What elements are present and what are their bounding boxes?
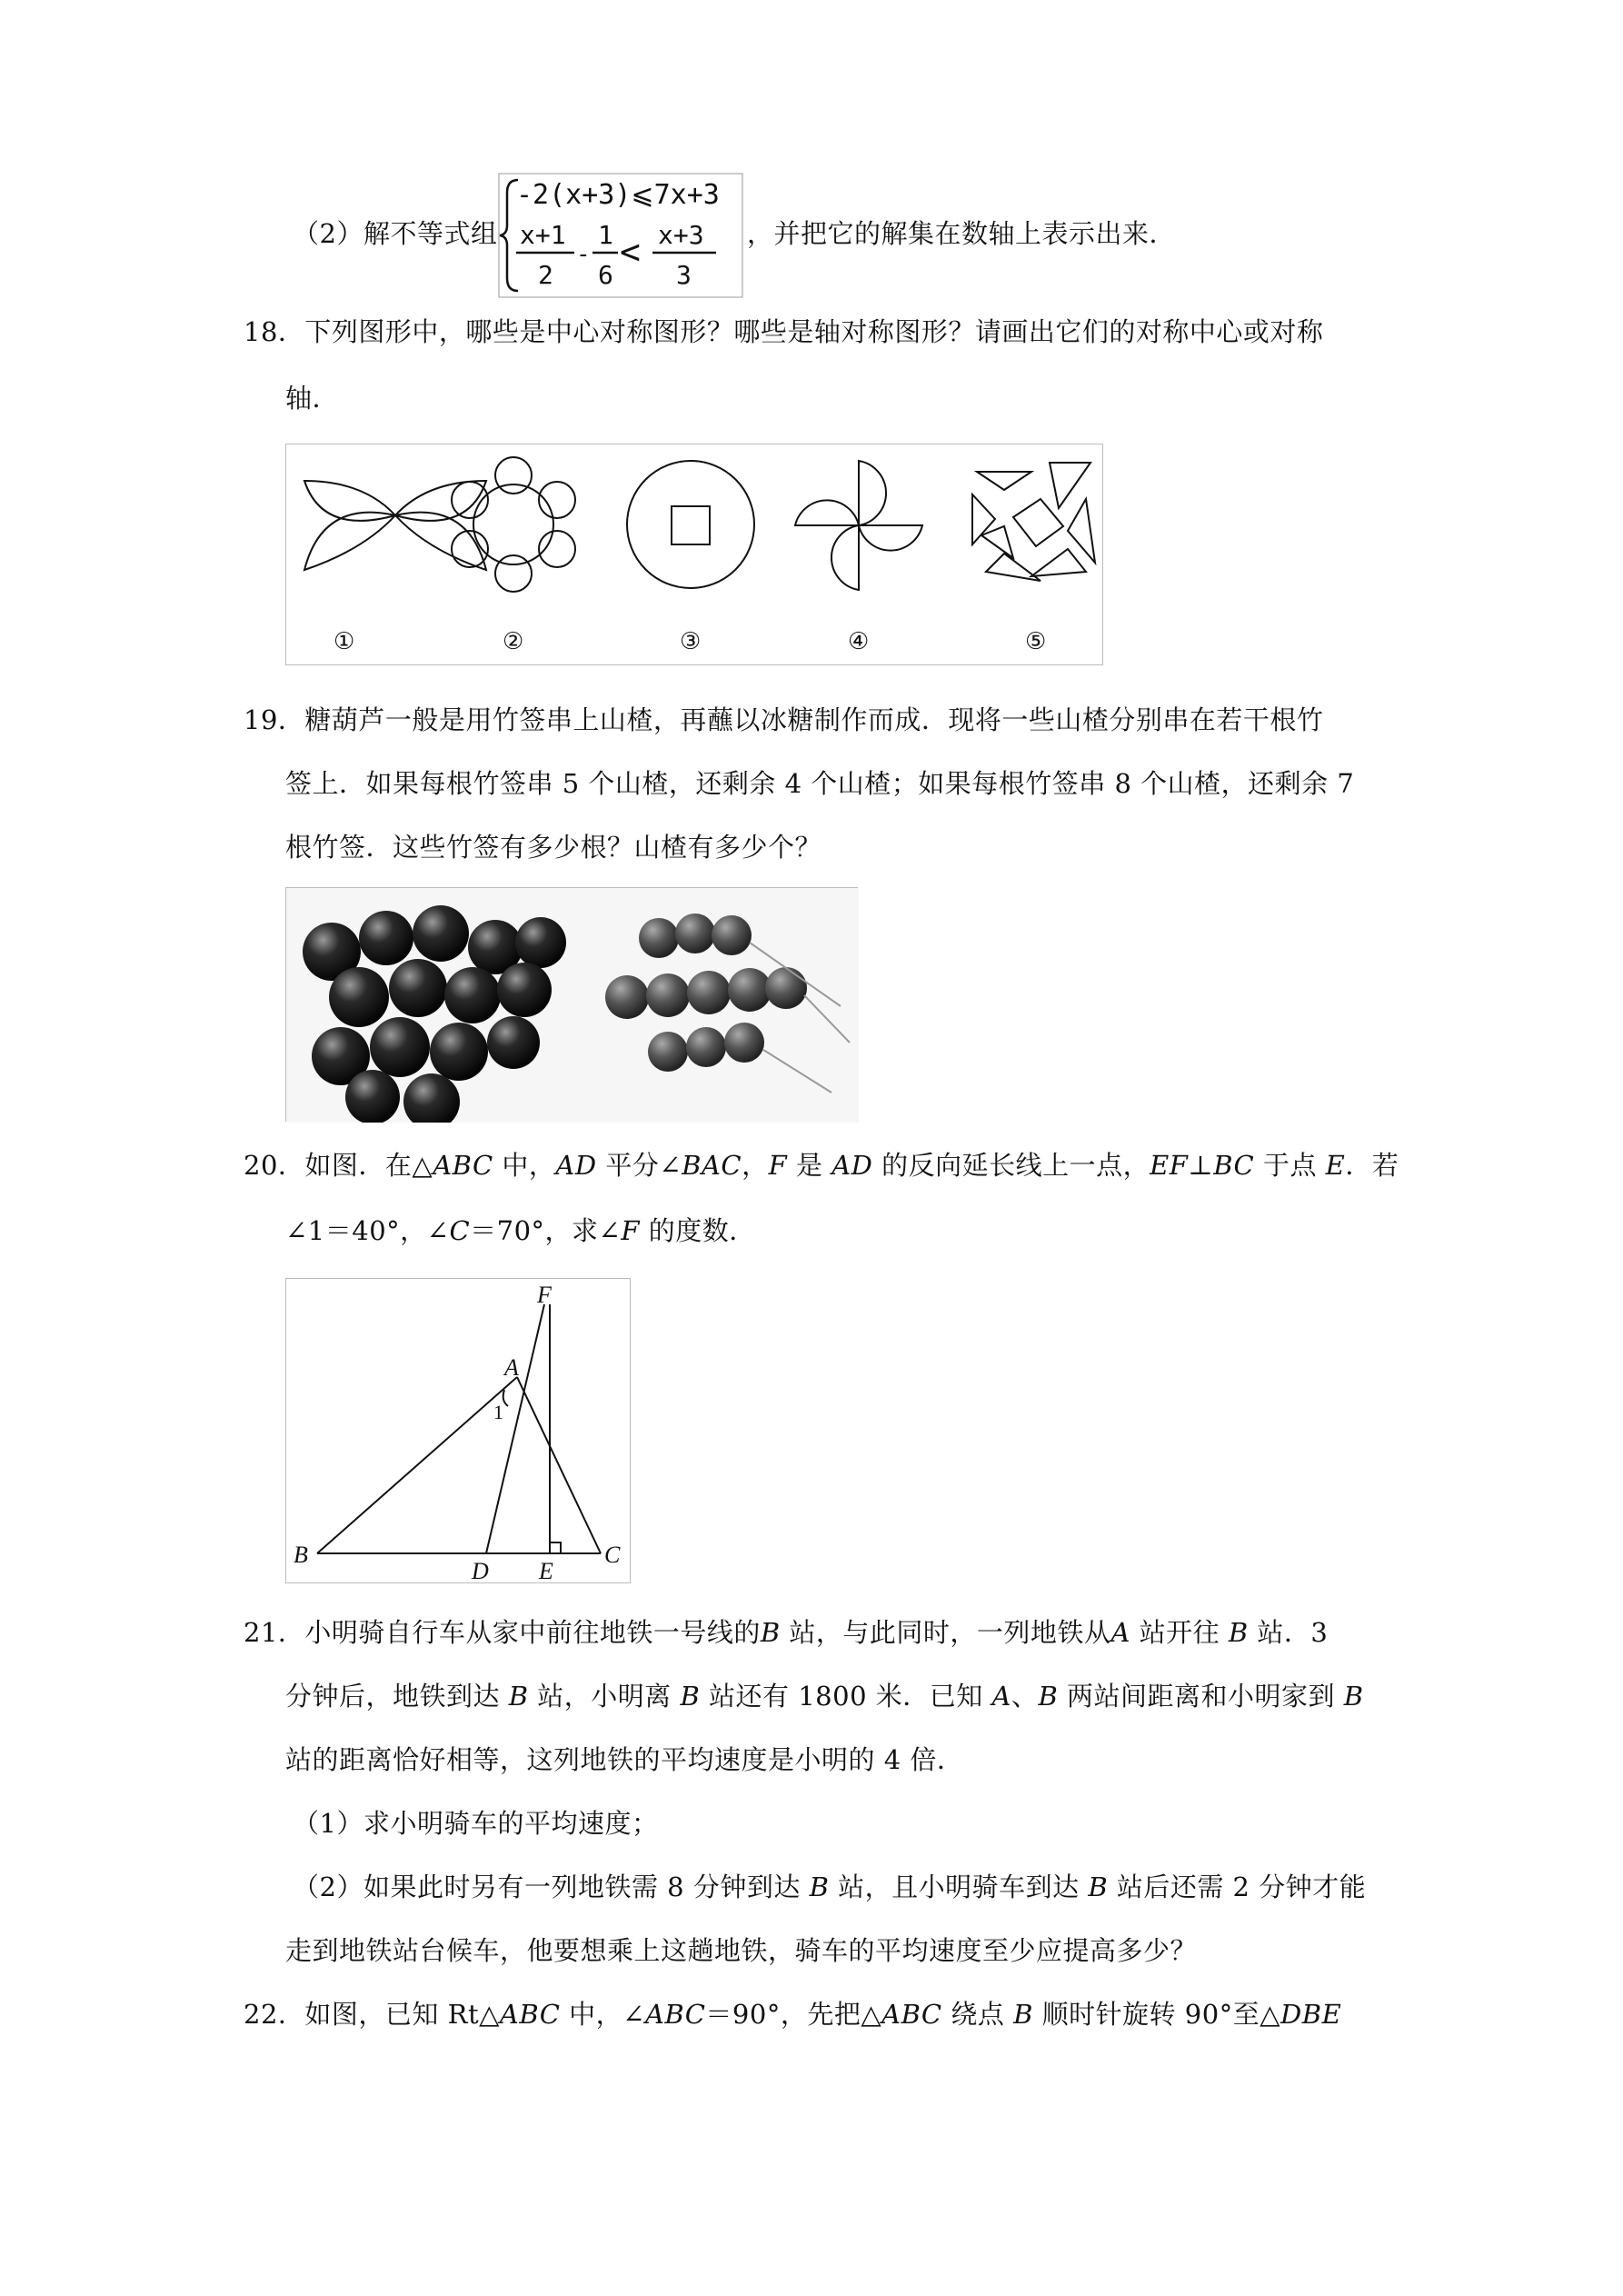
q17-2-suffix: ，并把它的解集在数轴上表示出来． xyxy=(747,218,1177,249)
q21-line2: 分钟后，地铁到达 B 站，小明离 B 站还有 1800 米．已知 A、B 两站间距离和小明家到 B xyxy=(285,1681,1364,1712)
q21-sub2-line2: 走到地铁站台候车，他要想乘上这趟地铁，骑车的平均速度至少应提高多少？ xyxy=(285,1935,1198,1966)
q21-line1: 21．小明骑自行车从家中前往地铁一号线的B 站，与此同时，一列地铁从A 站开往 B 站．3 xyxy=(244,1617,1329,1648)
segment-DF xyxy=(486,1304,544,1553)
q18-shapes xyxy=(286,444,1104,666)
shape-label-1: ① xyxy=(334,628,355,655)
shape-1-petals xyxy=(304,481,486,570)
hawthorn-photo xyxy=(285,887,858,1122)
q18-line1: 18．下列图形中，哪些是中心对称图形？哪些是轴对称图形？请画出它们的对称中心或对称 xyxy=(244,316,1324,347)
q19-line2: 签上．如果每根竹签串 5 个山楂，还剩余 4 个山楂；如果每根竹签串 8 个山楂，还剩余 7 xyxy=(285,768,1355,799)
label-E: E xyxy=(539,1558,553,1584)
shape-4-pinwheel xyxy=(795,461,922,590)
q21-sub1: （1）求小明骑车的平均速度； xyxy=(293,1808,659,1839)
q19-line1: 19．糖葫芦一般是用竹签串上山楂，再蘸以冰糖制作而成．现将一些山楂分别串在若干根竹 xyxy=(244,704,1324,735)
q21-line3: 站的距离恰好相等，这列地铁的平均速度是小明的 4 倍． xyxy=(285,1744,964,1775)
q18-line2: 轴． xyxy=(285,383,340,414)
shape-5-triangles xyxy=(972,463,1095,581)
q20-triangle-figure xyxy=(285,1278,631,1583)
segment-AC xyxy=(517,1377,601,1553)
segment-BA xyxy=(317,1377,517,1553)
label-D: D xyxy=(472,1558,489,1584)
q22-line1: 22．如图，已知 Rt△ABC 中，∠ABC＝90°，先把△ABC 绕点 B 顺时针旋转 90°至△DBE xyxy=(244,1999,1342,2030)
label-angle-1: 1 xyxy=(493,1401,503,1423)
fraction-1-den: 2 xyxy=(538,260,553,290)
q20-line2: ∠1＝40°，∠C＝70°，求∠F 的度数． xyxy=(285,1215,756,1246)
inequality-1: -2(x+3)⩽7x+3 xyxy=(516,179,720,211)
shape-label-5: ⑤ xyxy=(1025,628,1047,655)
fraction-1-num: x+1 xyxy=(520,220,566,250)
fraction-2-num: 1 xyxy=(598,220,613,250)
less-than-sign: < xyxy=(620,232,641,272)
inequality-system xyxy=(498,173,743,298)
q18-figure-panel xyxy=(285,444,1103,665)
label-A: A xyxy=(504,1354,519,1381)
q19-line3: 根竹签．这些竹签有多少根？山楂有多少个？ xyxy=(285,832,822,863)
fraction-3-num: x+3 xyxy=(658,220,704,250)
shape-2-flower xyxy=(452,457,575,592)
q21-sub2: （2）如果此时另有一列地铁需 8 分钟到达 B 站，且小明骑车到达 B 站后还需 2 分钟才能 xyxy=(293,1872,1367,1902)
q17-2-prefix: （2）解不等式组 xyxy=(293,218,498,249)
shape-label-3: ③ xyxy=(680,628,702,655)
shape-label-2: ② xyxy=(503,628,524,655)
fraction-2-den: 6 xyxy=(598,260,613,290)
q20-line1: 20．如图．在△ABC 中，AD 平分∠BAC，F 是 AD 的反向延长线上一点，EF⊥BC 于点 E．若 xyxy=(244,1150,1399,1181)
angle-1-arc xyxy=(503,1390,508,1406)
shape-3-coin xyxy=(627,461,754,588)
right-angle-mark xyxy=(550,1542,561,1553)
label-C: C xyxy=(604,1542,621,1568)
label-B: B xyxy=(294,1542,308,1568)
minus-sign: - xyxy=(576,241,591,268)
fraction-3-den: 3 xyxy=(676,260,692,290)
label-F: F xyxy=(537,1282,552,1308)
shape-label-4: ④ xyxy=(848,628,870,655)
